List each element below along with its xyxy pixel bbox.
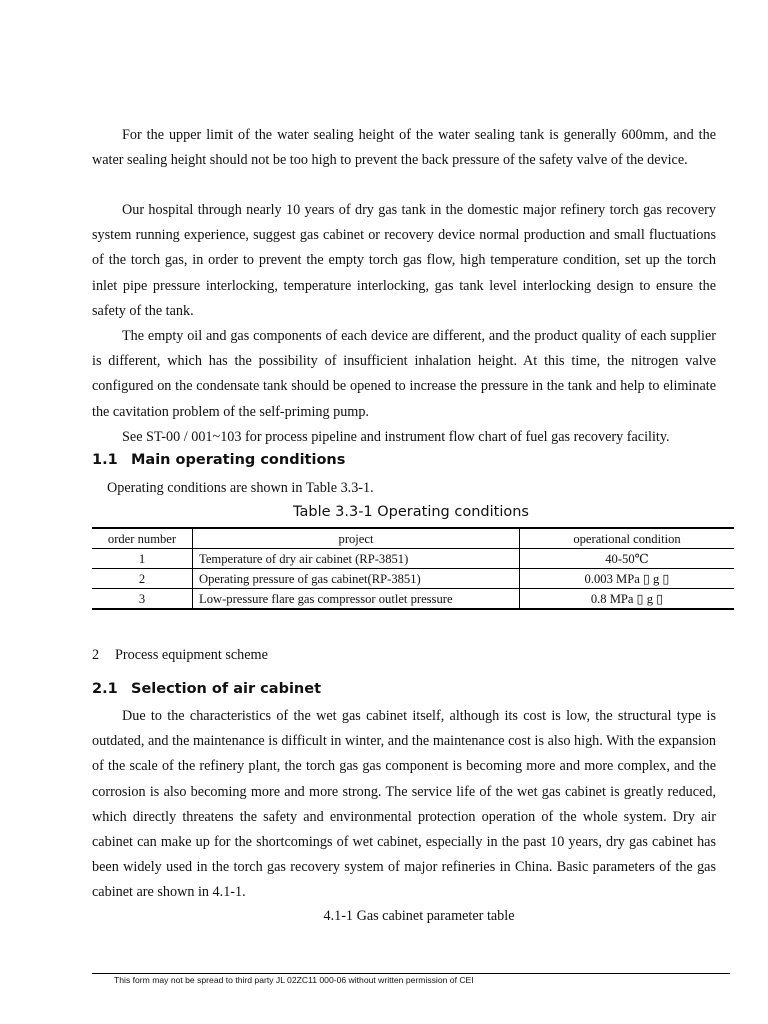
cell-condition: 40-50℃ [520, 549, 735, 569]
operating-conditions-intro: Operating conditions are shown in Table 3.3-1. [107, 480, 374, 496]
heading-main-operating-conditions [92, 452, 345, 468]
heading-title: Selection of air cabinet [131, 681, 322, 697]
cell-order: 1 [92, 549, 193, 569]
cell-order: 2 [92, 569, 193, 589]
header-project: project [193, 528, 520, 549]
heading-number: 2.1 [92, 681, 118, 697]
table-row [92, 589, 734, 610]
header-operational-condition: operational condition [520, 528, 735, 549]
header-order-number: order number [92, 528, 193, 549]
footer-notice: This form may not be spread to third party JL 02ZC11 000-06 without written permission of CEI [114, 975, 474, 985]
footer-divider [92, 973, 730, 974]
heading-title: Main operating conditions [131, 452, 346, 468]
paragraph-wet-gas-cabinet: Due to the characteristics of the wet gas cabinet itself, although its cost is low, the structural type is outdated, and the maintenance is difficult in winter, and the maintenance cost is also high. With the expansion of the scale of the refinery plant, the torch gas gas component is becoming more and more complex, and the corrosion is also becoming more and more strong. The service life of the wet gas cabinet is greatly reduced, which directly threatens the safety and environmental protection operation of the whole system. Dry air cabinet can make up for the shortcomings of wet cabinet, especially in the past 10 years, dry gas cabinet has been widely used in the torch gas recovery system of major refineries in China. Basic parameters of the gas cabinet are shown in 4.1-1. [92, 708, 716, 901]
operating-conditions-table [92, 527, 734, 610]
cell-project: Operating pressure of gas cabinet(RP-3851) [193, 569, 520, 589]
paragraph-oil-gas-components: The empty oil and gas components of each device are different, and the product quality of each supplier is different, which has the possibility of insufficient inhalation height. At this time, the nitrogen valve configured on the condensate tank should be opened to increase the pressure in the tank and help to eliminate the cavitation problem of the self-priming pump. [92, 328, 716, 420]
paragraph-water-sealing: For the upper limit of the water sealing height of the water sealing tank is generally 600mm, and the water sealing height should not be too high to prevent the back pressure of the safety valve of the device. [92, 127, 716, 169]
table-caption: Table 3.3-1 Operating conditions [293, 504, 529, 520]
paragraph-hospital-experience: Our hospital through nearly 10 years of dry gas tank in the domestic major refinery torch gas recovery system running experience, suggest gas cabinet or recovery device normal production and small fluctuations of the torch gas, in order to prevent the empty torch gas flow, high temperature condition, set up the torch inlet pipe pressure interlocking, temperature interlocking, gas tank level interlocking design to ensure the safety of the tank. [92, 202, 716, 319]
paragraph-see-flow-chart: See ST-00 / 001~103 for process pipeline and instrument flow chart of fuel gas recovery facility. [122, 429, 670, 445]
cell-project: Temperature of dry air cabinet (RP-3851) [193, 549, 520, 569]
cell-project: Low-pressure flare gas compressor outlet pressure [193, 589, 520, 610]
cell-order: 3 [92, 589, 193, 610]
table-header-row [92, 528, 734, 549]
heading-title: Process equipment scheme [115, 647, 268, 663]
table-row [92, 549, 734, 569]
heading-number: 2 [92, 647, 100, 663]
table2-caption: 4.1-1 Gas cabinet parameter table [323, 908, 515, 924]
heading-number: 1.1 [92, 452, 118, 468]
cell-condition: 0.003 MPa ▯ g ▯ [520, 569, 735, 589]
heading-process-equipment-scheme [92, 647, 268, 664]
heading-selection-of-air-cabinet [92, 681, 321, 697]
cell-condition: 0.8 MPa ▯ g ▯ [520, 589, 735, 610]
table-row [92, 569, 734, 589]
